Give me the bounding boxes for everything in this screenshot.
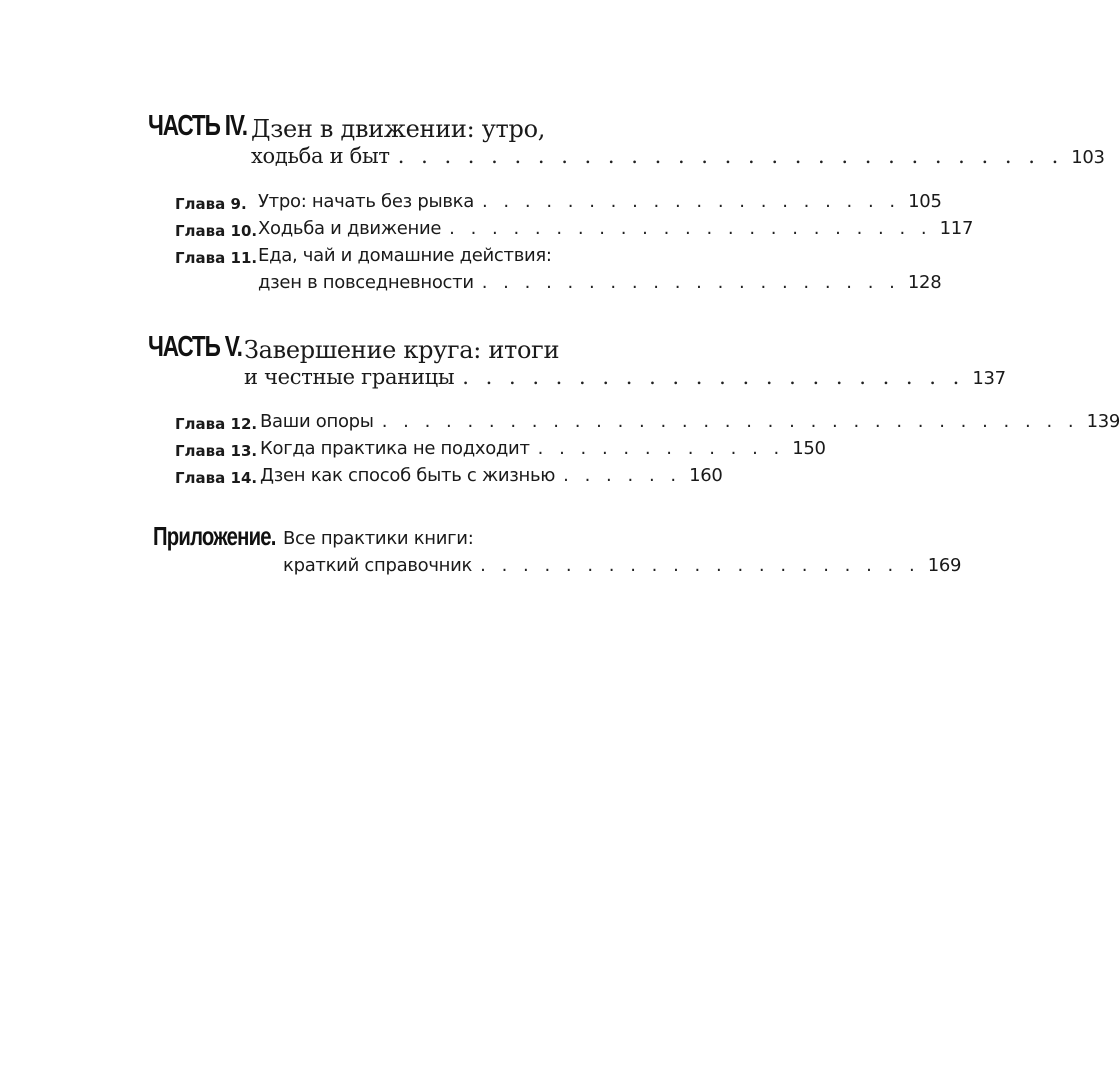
chapter-label: Глава 11. — [175, 249, 258, 267]
page-number: 137 — [972, 368, 1006, 389]
chapter-label: Глава 13. — [175, 442, 258, 460]
dot-leader: . . . . . . . . . . . . . . . . . . . . . . . — [449, 218, 932, 239]
part-title-line2: и честные границы — [244, 365, 455, 389]
chapter-title: Утро: начать без рывка — [258, 191, 474, 212]
chapter-title: Ходьба и движение — [258, 218, 442, 239]
part-label: ЧАСТЬ V. — [148, 331, 242, 363]
page-number: 128 — [907, 272, 942, 293]
part-label: ЧАСТЬ IV. — [148, 110, 247, 142]
dot-leader: . . . . . . — [563, 465, 682, 486]
chapter-title: Еда, чай и домашние действия: — [258, 245, 552, 266]
page-number: 169 — [927, 555, 962, 576]
chapter-title: Когда практика не подходит — [260, 438, 530, 459]
dot-leader: . . . . . . . . . . . . . . . . . . . . — [481, 272, 900, 293]
part-title-line2: ходьба и быт — [251, 144, 390, 168]
chapter-title-line2: дзен в повседневности — [258, 272, 474, 293]
dot-leader: . . . . . . . . . . . . — [537, 438, 785, 459]
part-title-line2-row — [244, 365, 1006, 389]
dot-leader: . . . . . . . . . . . . . . . . . . . . . . — [462, 365, 965, 389]
appendix-title-line1: Все практики книги: — [283, 528, 474, 549]
chapter-row — [258, 218, 974, 239]
chapter-label: Глава 12. — [175, 415, 258, 433]
part-title-line1: Завершение круга: итоги — [244, 336, 560, 364]
page-number: 105 — [908, 191, 942, 212]
part-title-line2-row — [251, 144, 1105, 168]
dot-leader: . . . . . . . . . . . . . . . . . . . . . . . . . . . . . — [397, 144, 1064, 168]
dot-leader: . . . . . . . . . . . . . . . . . . . . — [481, 191, 901, 212]
chapter-title: Ваши опоры — [260, 411, 374, 432]
chapter-row — [258, 191, 942, 212]
page-number: 139 — [1086, 411, 1120, 432]
chapter-label: Глава 10. — [175, 222, 258, 240]
chapter-row — [260, 465, 723, 486]
chapter-label: Глава 9. — [175, 195, 247, 213]
chapter-row — [260, 438, 826, 459]
page-number: 117 — [939, 218, 974, 239]
appendix-label: Приложение. — [153, 521, 276, 551]
chapter-title: Дзен как способ быть с жизнью — [260, 465, 556, 486]
dot-leader: . . . . . . . . . . . . . . . . . . . . . . . . . . . . . . . . . — [381, 411, 1079, 432]
dot-leader: . . . . . . . . . . . . . . . . . . . . . — [480, 555, 920, 576]
chapter-row — [260, 411, 1120, 432]
page-number: 160 — [689, 465, 723, 486]
chapter-label: Глава 14. — [175, 469, 258, 487]
chapter-row — [258, 272, 942, 293]
part-title-line1: Дзен в движении: утро, — [251, 115, 546, 143]
appendix-title-line2: краткий справочник — [283, 555, 473, 576]
appendix-row — [283, 555, 962, 576]
page-number: 150 — [792, 438, 826, 459]
page-number: 103 — [1071, 147, 1105, 168]
